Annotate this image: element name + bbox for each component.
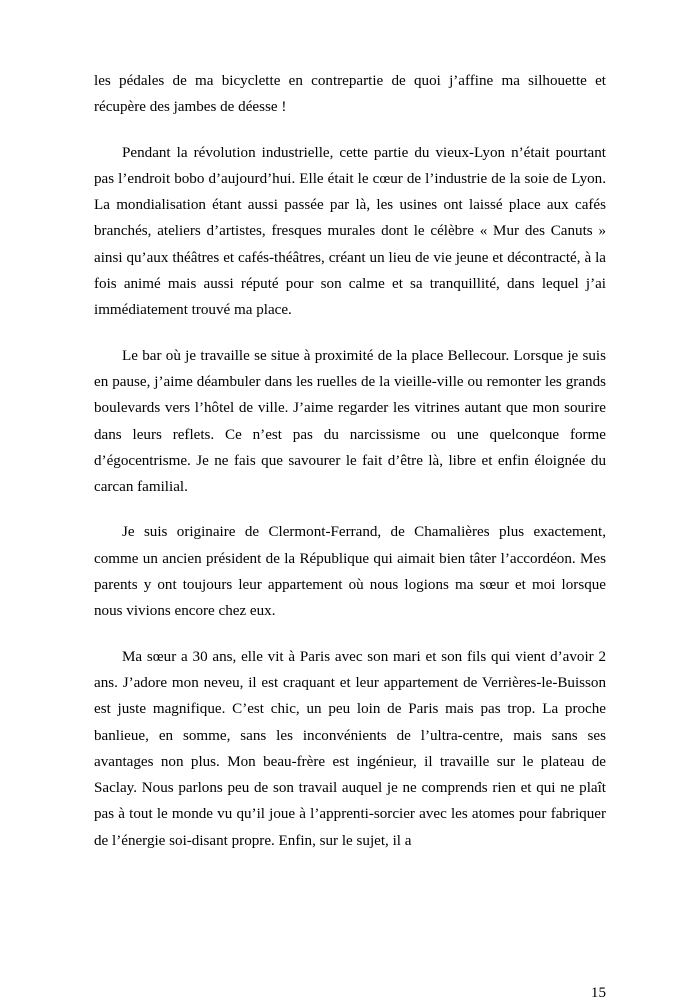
page-text-body: [94, 68, 606, 1001]
page-number: 15: [590, 985, 606, 1001]
paragraph: Pendant la révolution industrielle, cette partie du vieux-Lyon n’était pourtant pas l’endroit bobo d’aujourd’hui. Elle était le cœur de l’industrie de la soie de Lyon. La mondialisation étant aussi passée par là, les usines ont laissé place aux cafés branchés, ateliers d’artistes, fresques murales dont le célèbre « Mur des Canuts » ainsi qu’aux théâtres et cafés-théâtres, créant un lieu de vie jeune et décontracté, à la fois animé mais aussi réputé pour son calme et sa tranquillité, dans lequel j’ai immédiatement trouvé ma place.: [94, 144, 606, 319]
paragraph: Ma sœur a 30 ans, elle vit à Paris avec son mari et son fils qui vient d’avoir 2 ans. J’adore mon neveu, il est craquant et leur appartement de Verrières-le-Buisson est juste magnifique. C’est chic, un peu loin de Paris mais pas trop. La proche banlieue, en somme, sans les inconvénients de l’ultra-centre, mais sans ses avantages non plus. Mon beau-frère est ingénieur, il travaille sur le plateau de Saclay. Nous parlons peu de son travail auquel je ne comprends rien et qui ne plaît pas à tout le monde vu qu’il joue à l’apprenti-sorcier avec les atomes pour fabriquer de l’énergie soi-disant propre. Enfin, sur le sujet, il a: [94, 648, 606, 849]
paragraph: Je suis originaire de Clermont-Ferrand, de Chamalières plus exactement, comme un ancien président de la République qui aimait bien tâter l’accordéon. Mes parents y ont toujours leur appartement où nous logions ma sœur et moi lorsque nous vivions encore chez eux.: [94, 524, 606, 620]
paragraph: Le bar où je travaille se situe à proximité de la place Bellecour. Lorsque je suis en pause, j’aime déambuler dans les ruelles de la vieille-ville ou remonter les grands boulevards vers l’hôtel de ville. J’aime regarder les vitrines autant que mon sourire dans leurs reflets. Ce n’est pas du narcissisme ou une quelconque forme d’égocentrisme. Je ne fais que savourer le fait d’être là, libre et enfin éloignée du carcan familial.: [94, 347, 606, 496]
paragraph: les pédales de ma bicyclette en contrepartie de quoi j’affine ma silhouette et récupère des jambes de déesse !: [94, 73, 606, 116]
